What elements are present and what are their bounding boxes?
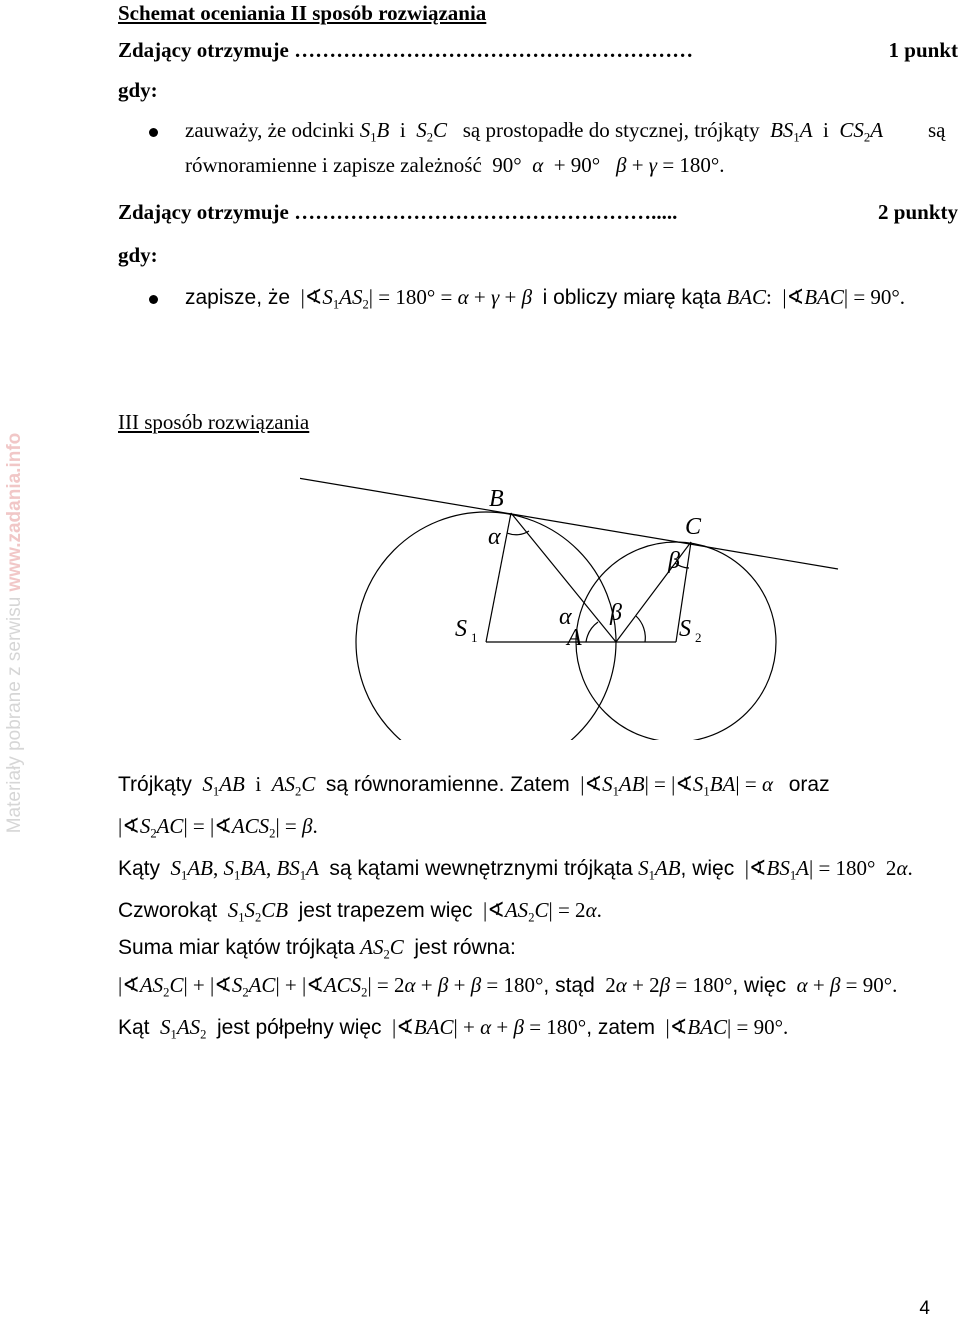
tangent-line (300, 478, 838, 569)
award-2-points: 2 punkty (878, 200, 958, 224)
label-c: C (685, 514, 702, 540)
award-1-label: Zdający otrzymuje ………………………………………………… (118, 38, 694, 62)
angle-arc-a-right (636, 616, 645, 642)
paragraph-6: Kąt $S_1AS_2$ jest półpełny więc |∢BAC| + α + β = 180°, zatem |∢BAC| = 90°. (118, 1015, 789, 1042)
label-beta-c: β (668, 548, 680, 574)
paragraph-1: Trójkąty $S_1AB$ i $AS_2C$ są równoramienne. Zatem $|∢S_1AB|$ = $|∢S_1BA| = \alpha$ oraz (118, 772, 830, 799)
bullet-1-line-2: równoramienne i zapisze zależność 90° α + 90° β + γ = 180°. (185, 153, 725, 177)
label-beta-a: β (610, 600, 622, 626)
bullet-2 (149, 295, 158, 304)
section-title-method-3: III sposób rozwiązania (118, 410, 310, 434)
label-s1-sub: 1 (471, 630, 478, 645)
award-1-points: 1 punkt (888, 38, 958, 62)
award-2-when: gdy: (118, 243, 158, 267)
award-1-when: gdy: (118, 78, 158, 102)
section-title-scheme: Schemat oceniania II sposób rozwiązania (118, 1, 487, 25)
label-s2-sub: 2 (695, 630, 702, 645)
label-alpha-a: α (559, 604, 572, 630)
label-a: A (567, 625, 582, 651)
label-s1: S (455, 616, 467, 642)
label-alpha-b: α (488, 524, 501, 550)
angle-arc-a-left (586, 622, 598, 642)
paragraph-4: Suma miar kątów trójkąta $AS_2C$ jest równa: (118, 935, 516, 962)
label-s2: S (679, 616, 691, 642)
bullet-1-tail: są (928, 118, 946, 142)
bullet-1 (149, 128, 158, 137)
bullet-2-line: zapisze, że $|∢S_1AS_2| = 180^\circ = \alpha + \gamma + \beta$ i obliczy miarę kąta BAC: |∢BAC| = 90°. (185, 285, 906, 312)
label-b: B (489, 486, 504, 512)
paragraph-5: $|∢AS_2C|$ + $|∢S_2AC|$ + $|∢ACS_2| = 2\alpha + \beta + \beta = 180^\circ$, stąd 2α + 2β = 180°, więc α + β = 90°. (118, 973, 898, 1000)
paragraph-3: Czworokąt $S_1S_2CB$ jest trapezem więc $|∢AS_2C| = 2\alpha$. (118, 898, 602, 925)
bullet-1-line-1: zauważy, że odcinki $S_1B$ i $S_2C$ są prostopadłe do stycznej, trójkąty $BS_1A$ i $CS_2A$ (185, 118, 884, 145)
page-number: 4 (919, 1298, 930, 1319)
watermark: Materiały pobrane z serwisu www.zadania.info (4, 432, 25, 834)
paragraph-1-cont: $|∢S_2AC|$ = $|∢ACS_2| = \beta$. (118, 814, 318, 841)
watermark-site: www.zadania.info (4, 432, 25, 592)
paragraph-2: Kąty $S_1AB$, $S_1BA$, $BS_1A$ są kątami wewnętrznymi trójkąta $S_1AB$, więc $|∢BS_1A| = 180^\circ$ 2α. (118, 856, 913, 883)
geometry-diagram (300, 470, 860, 740)
award-2-label: Zdający otrzymuje ……………………………………………..... (118, 200, 678, 224)
